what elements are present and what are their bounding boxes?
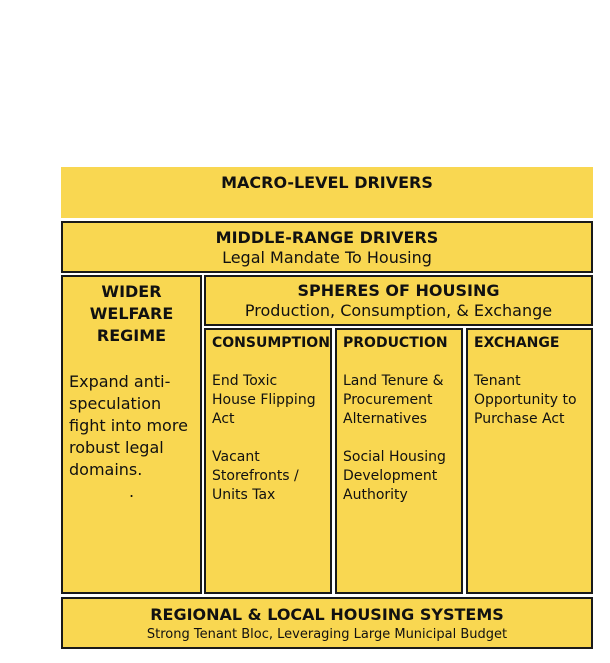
middle-range-drivers-box <box>61 221 593 273</box>
exchange-column <box>466 328 593 594</box>
consumption-title: CONSUMPTION <box>212 335 330 351</box>
regional-subtitle: Strong Tenant Bloc, Leveraging Large Municipal Budget <box>146 627 508 642</box>
middle-range-title: MIDDLE-RANGE DRIVERS <box>215 228 439 247</box>
exchange-title: EXCHANGE <box>474 335 560 351</box>
spheres-title: SPHERES OF HOUSING <box>297 281 500 300</box>
spheres-subtitle: Production, Consumption, & Exchange <box>244 301 553 320</box>
welfare-title-line1: WIDER <box>101 282 162 301</box>
consumption-column <box>204 328 332 594</box>
macro-level-drivers-box <box>61 167 593 218</box>
welfare-title-line3: REGIME <box>96 326 167 345</box>
production-column <box>335 328 463 594</box>
welfare-title-line2: WELFARE <box>89 304 174 323</box>
production-title: PRODUCTION <box>343 335 448 351</box>
regional-local-housing-box <box>61 597 593 649</box>
welfare-dot: . <box>128 482 135 501</box>
welfare-regime-box <box>61 275 202 594</box>
production-item: Land Tenure & Procurement Alternatives <box>343 373 444 427</box>
welfare-body-text: Expand anti-speculation fight into more robust legal domains. <box>69 372 188 479</box>
spheres-of-housing-box <box>204 275 593 326</box>
welfare-regime-heading <box>69 281 194 347</box>
macro-level-title: MACRO-LEVEL DRIVERS <box>221 173 433 192</box>
middle-range-subtitle: Legal Mandate To Housing <box>222 248 432 267</box>
consumption-item: End Toxic House Flipping Act <box>212 373 316 427</box>
exchange-item: Tenant Opportunity to Purchase Act <box>474 373 577 427</box>
consumption-item: Vacant Storefronts / Units Tax <box>212 449 299 503</box>
production-item: Social Housing Development Authority <box>343 449 446 503</box>
regional-title: REGIONAL & LOCAL HOUSING SYSTEMS <box>150 605 504 624</box>
